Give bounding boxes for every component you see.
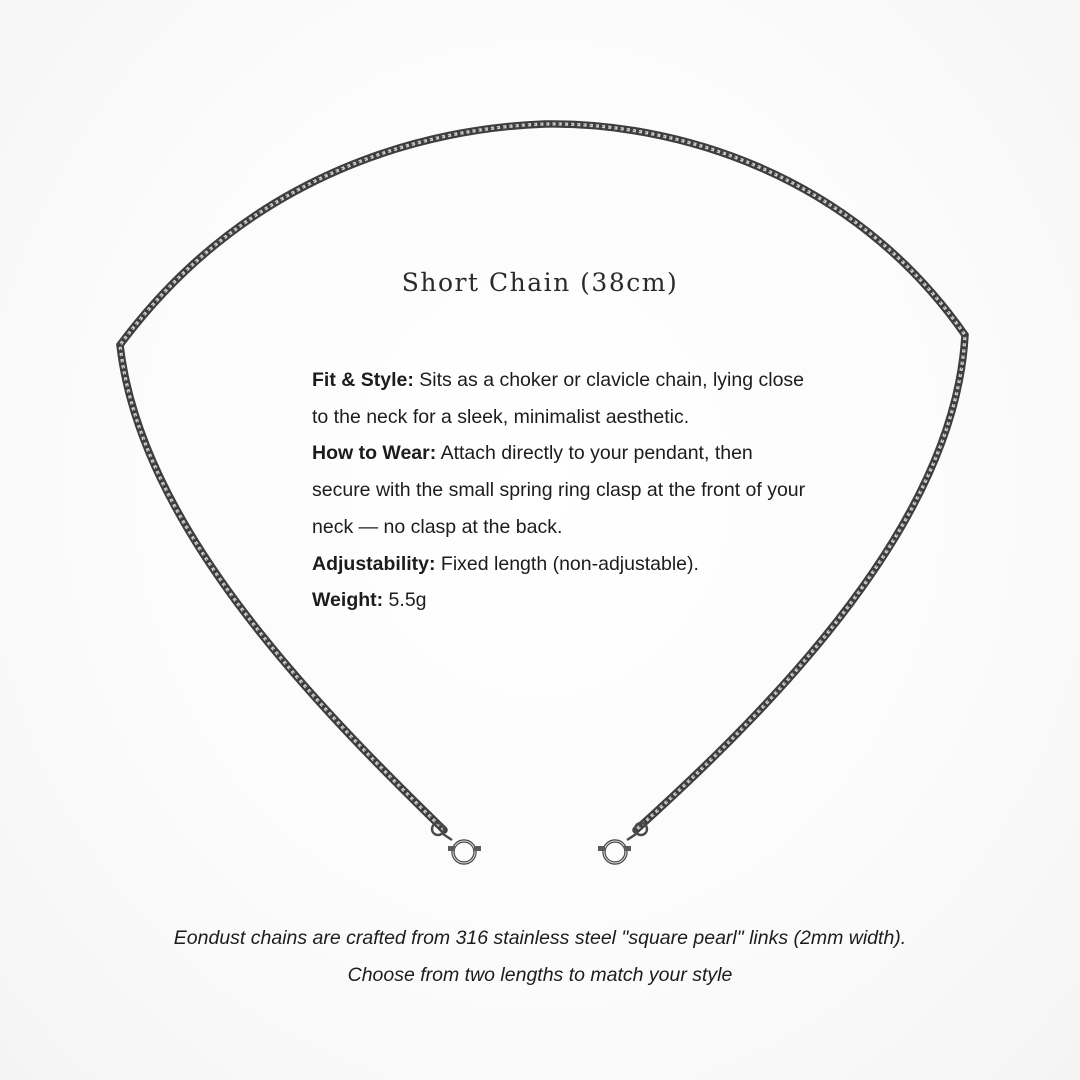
detail-text: 5.5g — [383, 589, 427, 612]
footer-line-2: Choose from two lengths to match your style — [347, 963, 733, 986]
detail-how-to-wear — [312, 435, 812, 545]
detail-adjustability — [312, 546, 812, 583]
detail-label: Adjustability: — [312, 552, 436, 575]
detail-label: Weight: — [312, 589, 384, 612]
detail-label: How to Wear: — [312, 442, 437, 465]
footer-caption — [0, 920, 1080, 993]
product-title: Short Chain (38cm) — [401, 268, 679, 297]
product-details — [312, 362, 812, 619]
detail-label: Fit & Style: — [312, 369, 414, 391]
detail-weight — [312, 582, 812, 619]
detail-text: Fixed length (non-adjustable). — [435, 552, 699, 575]
footer-line-1: Eondust chains are crafted from 316 stainless steel "square pearl" links (2mm width). — [173, 927, 907, 949]
detail-text: Attach directly to your pendant, then secure with the small spring ring clasp at the front of your neck — no clasp at the back. — [312, 442, 806, 538]
detail-fit-style — [312, 362, 812, 435]
detail-text: Sits as a choker or clavicle chain, lying close to the neck for a sleek, minimalist aesthetic. — [312, 369, 805, 428]
